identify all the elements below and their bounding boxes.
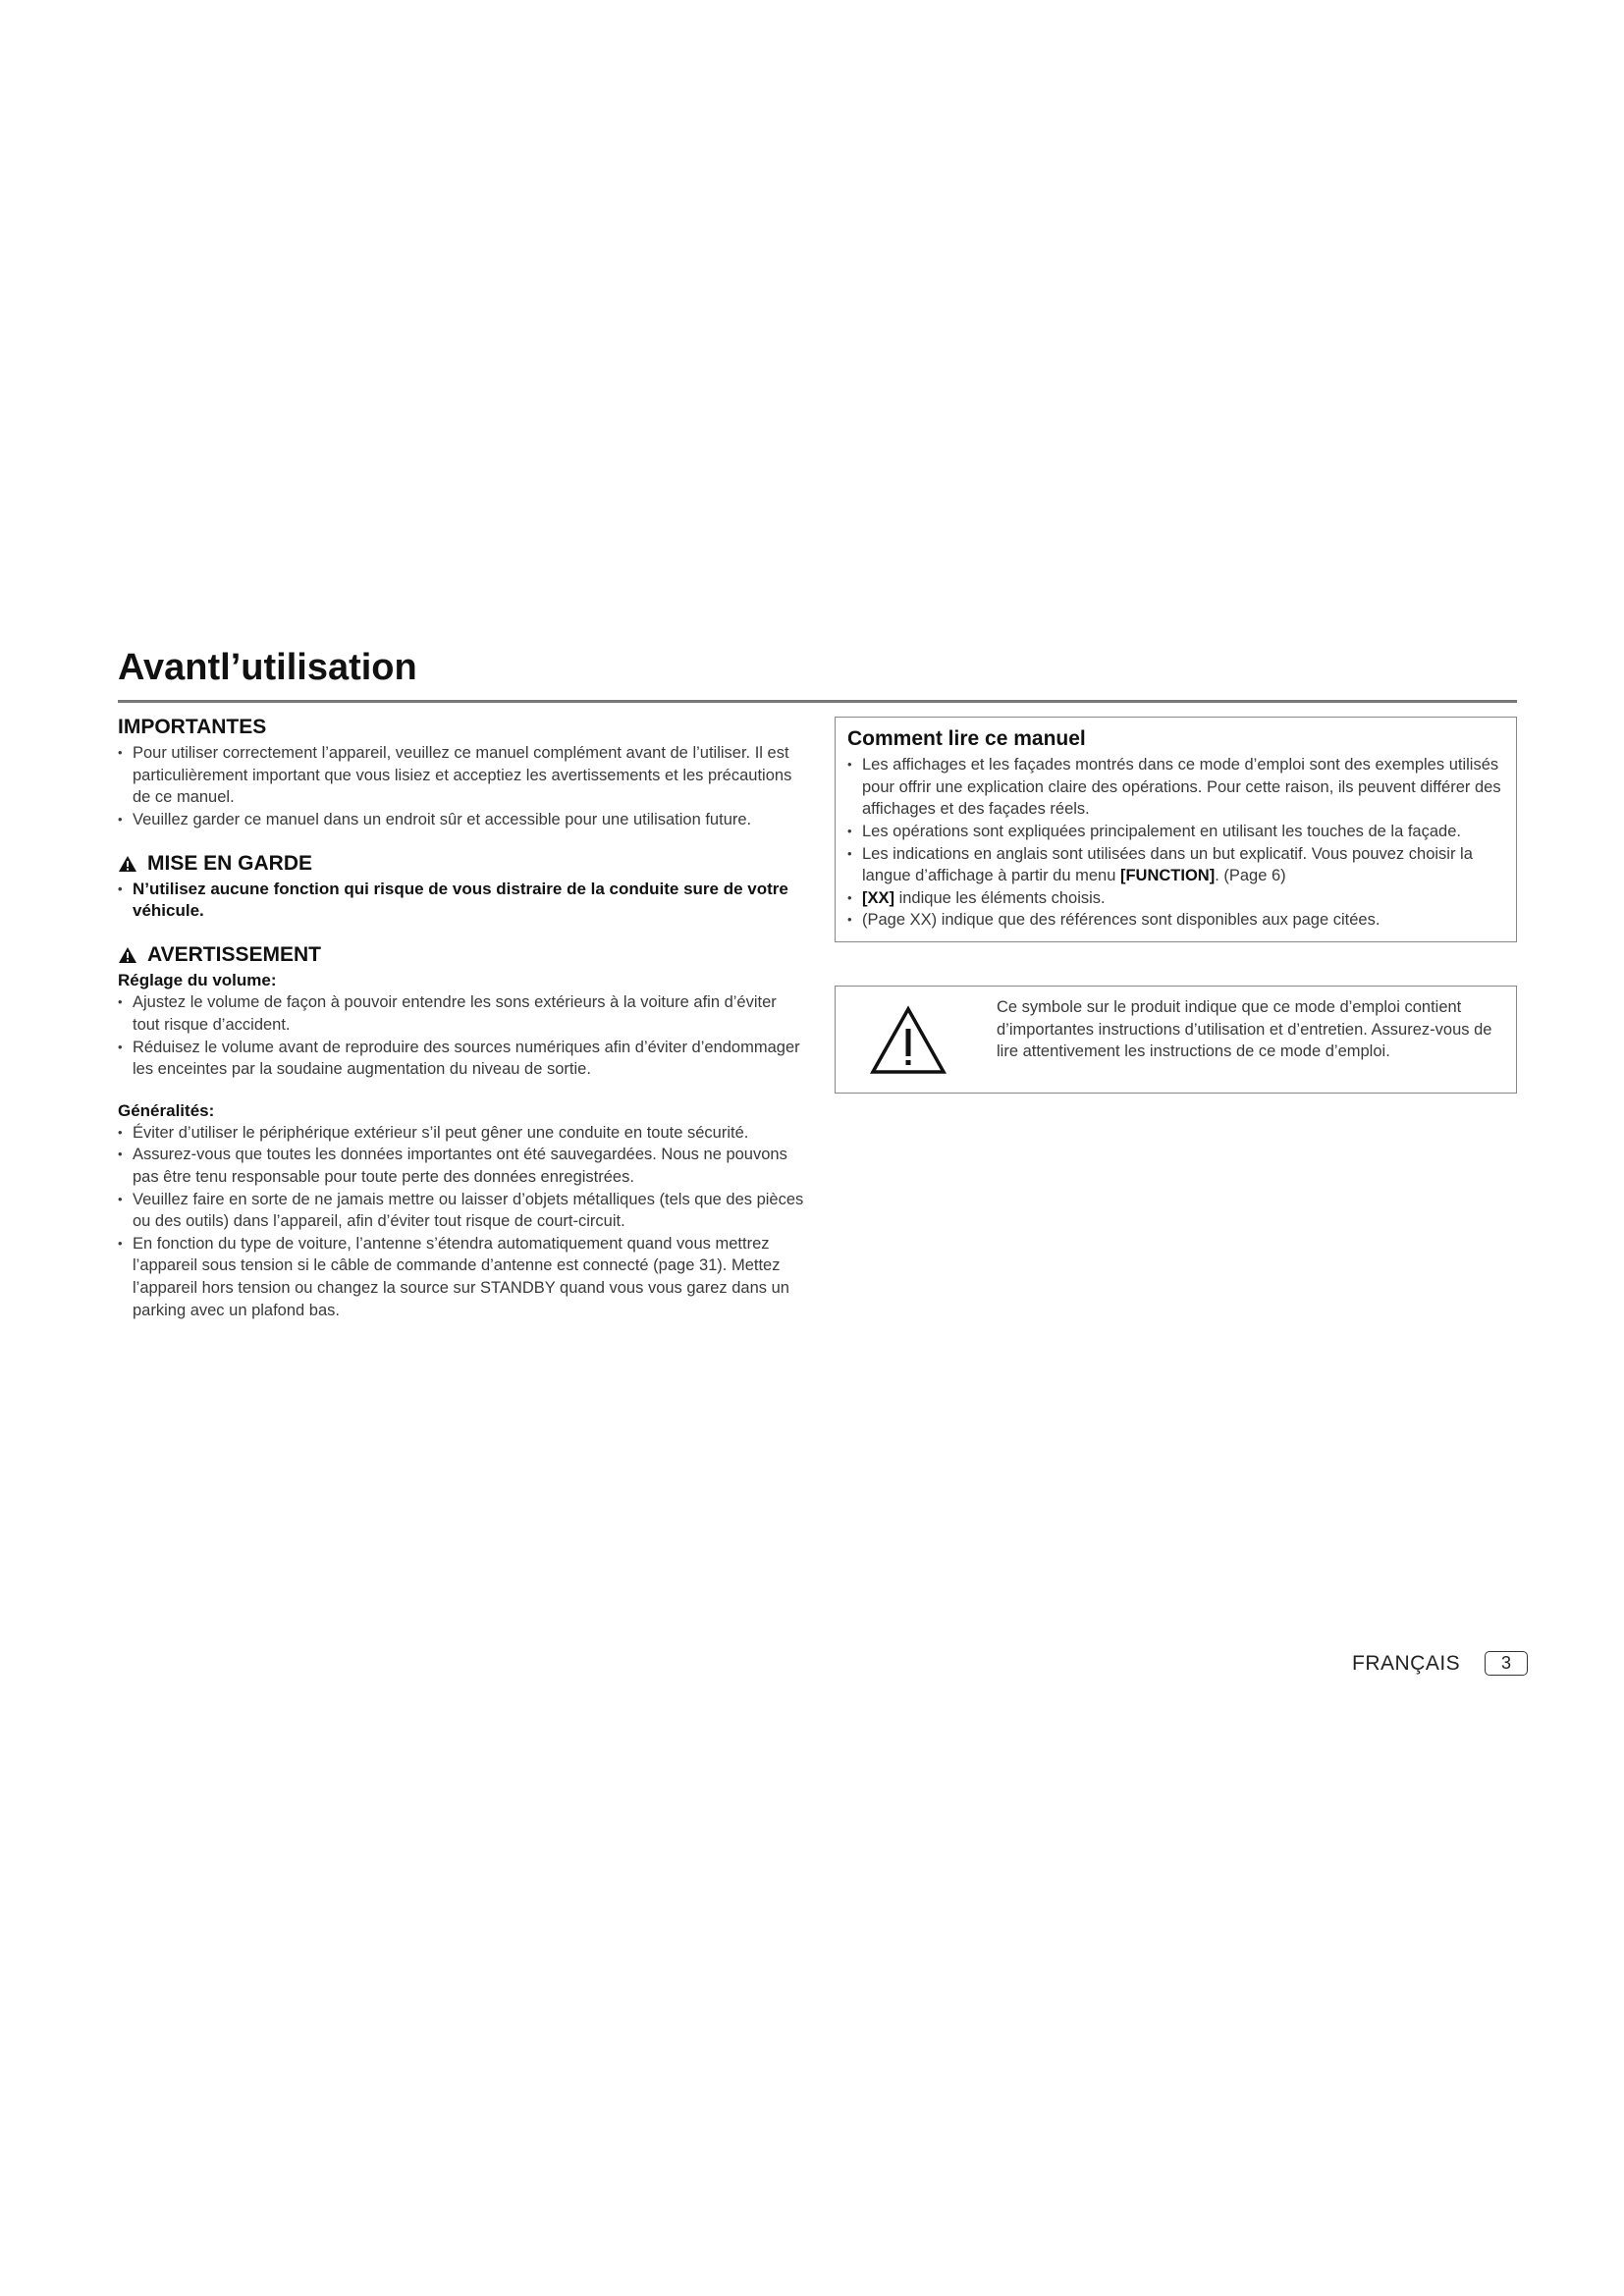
left-column xyxy=(118,715,805,1321)
list-item xyxy=(847,887,1502,910)
volume-heading: Réglage du volume: xyxy=(118,971,277,990)
list-item: • Les affichages et les façades montrés dans ce mode d’emploi sont des exemples utilisés pour offrir une explication claire des opérations. Pour cette raison, ils peuvent différer des affichages et des façades réels. xyxy=(847,754,1502,821)
list-item: • N’utilisez aucune fonction qui risque de vous distraire de la conduite sure de votre véhicule. xyxy=(118,879,805,923)
mise-en-garde-section xyxy=(118,851,805,923)
manual-box-heading: Comment lire ce manuel xyxy=(847,727,1086,750)
footer-language: FRANÇAIS xyxy=(1352,1652,1461,1675)
warning-triangle-icon xyxy=(118,946,137,964)
symbol-info-box xyxy=(835,986,1517,1094)
list-item: • Éviter d’utiliser le périphérique extérieur s’il peut gêner une conduite en toute sécurité. xyxy=(118,1122,805,1145)
list-item xyxy=(847,843,1502,887)
caution-symbol-icon xyxy=(849,996,967,1085)
item-text: . (Page 6) xyxy=(1215,867,1286,885)
manual-info-box xyxy=(835,717,1517,942)
generalites-list xyxy=(118,1122,805,1321)
symbol-description: Ce symbole sur le produit indique que ce mode d’emploi contient d’importantes instructions d’utilisation et d’entretien. Assurez-vous de lire attentivement les instructions de ce mode d’emploi. xyxy=(997,998,1492,1061)
list-item: • Ajustez le volume de façon à pouvoir entendre les sons extérieurs à la voiture afin d’éviter tout risque d’accident. xyxy=(118,991,805,1036)
xx-key-label: [XX] xyxy=(862,888,894,907)
list-item: • Pour utiliser correctement l’appareil, veuillez ce manuel complément avant de l’utiliser. Il est particulièrement important que vous lisiez et acceptiez les avertissements et les précautions de ce manuel. xyxy=(118,742,805,809)
generalites-heading: Généralités: xyxy=(118,1100,215,1120)
importantes-list xyxy=(118,742,805,830)
right-column xyxy=(835,717,1517,1094)
importantes-section xyxy=(118,715,805,831)
page-number: 3 xyxy=(1485,1651,1528,1676)
list-item: • Réduisez le volume avant de reproduire des sources numériques afin d’éviter d’endommager les enceintes par la soudaine augmentation du niveau de sortie. xyxy=(118,1037,805,1081)
avertissement-section xyxy=(118,942,805,1321)
manual-box-list xyxy=(847,754,1502,932)
list-item: • Les opérations sont expliquées principalement en utilisant les touches de la façade. xyxy=(847,821,1502,843)
importantes-heading: IMPORTANTES xyxy=(118,716,267,738)
title-divider xyxy=(118,700,1517,703)
volume-list xyxy=(118,991,805,1080)
avertissement-label: AVERTISSEMENT xyxy=(147,943,321,967)
page-title: Avantl’utilisation xyxy=(118,647,417,688)
mise-en-garde-label: MISE EN GARDE xyxy=(147,851,313,875)
warning-triangle-icon xyxy=(118,855,137,873)
list-item: • Veuillez garder ce manuel dans un endroit sûr et accessible pour une utilisation future. xyxy=(118,809,805,831)
list-item: • En fonction du type de voiture, l’antenne s’étendra automatiquement quand vous mettrez l’appareil sous tension si le câble de commande d’antenne est connecté (page 31). Mettez l’appareil hors tension ou changez la source sur STANDBY quand vous vous garez dans un parking avec un plafond bas. xyxy=(118,1233,805,1321)
mise-en-garde-list xyxy=(118,879,805,923)
list-item: • (Page XX) indique que des références sont disponibles aux page citées. xyxy=(847,909,1502,932)
function-key-label: [FUNCTION] xyxy=(1119,867,1216,885)
item-text: indique les éléments choisis. xyxy=(894,888,1106,907)
avertissement-heading xyxy=(118,942,805,968)
mise-en-garde-heading xyxy=(118,851,805,877)
list-item: • Assurez-vous que toutes les données importantes ont été sauvegardées. Nous ne pouvons pas être tenu responsable pour toute perte des données enregistrées. xyxy=(118,1144,805,1188)
item-text: Les indications en anglais sont utilisées dans un but explicatif. Vous pouvez choisir la langue d’affichage à partir du menu xyxy=(862,844,1473,885)
list-item: • Veuillez faire en sorte de ne jamais mettre ou laisser d’objets métalliques (tels que des pièces ou des outils) dans l’appareil, afin d’éviter tout risque de court-circuit. xyxy=(118,1189,805,1233)
